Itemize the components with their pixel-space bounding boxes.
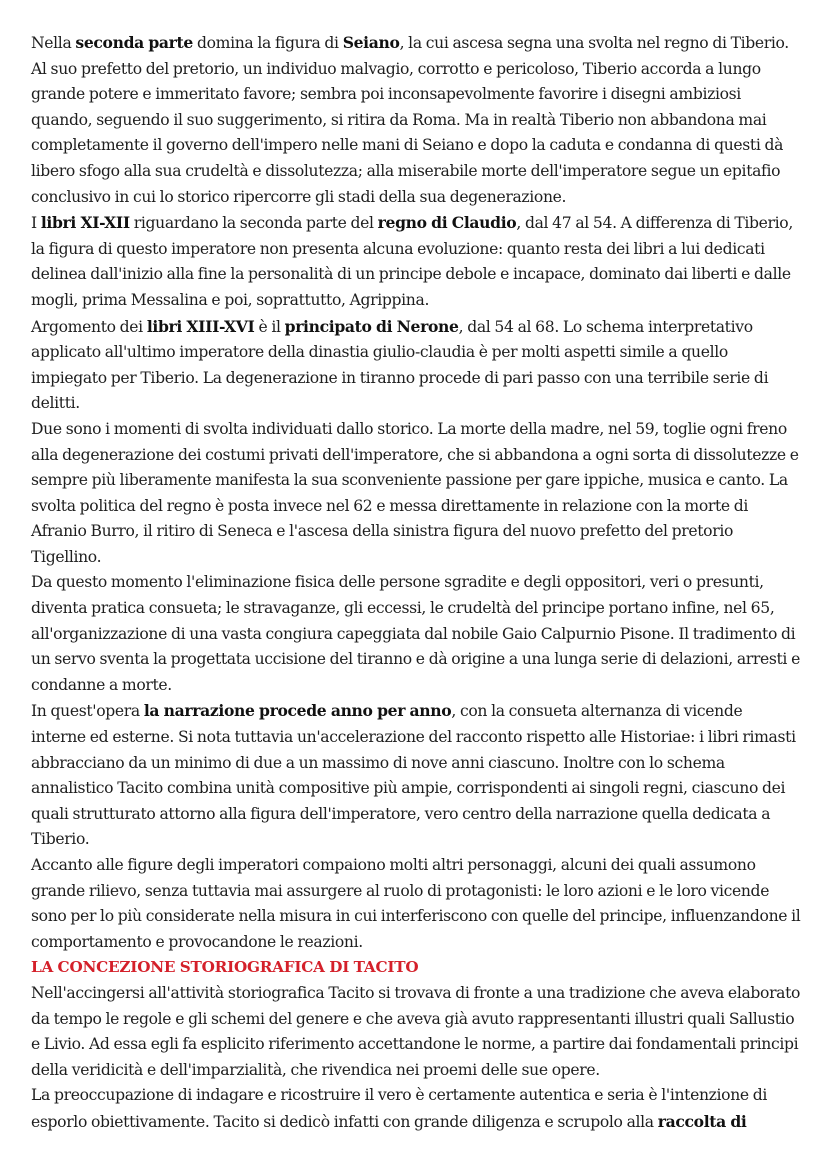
text-run: La preoccupazione di indagare e ricostruire il vero è certamente autentica e seria è l'intenzione di esporlo obiettivamente. Tacito si dedicò infatti con grande diligenza e scrupolo alla (31, 1086, 768, 1131)
paragraph-svolta: Due sono i momenti di svolta individuati dallo storico. La morte della madre, nel 59, toglie ogni freno alla degenerazione dei costumi privati dell'imperatore, che si abbandona a ogni sorta di dissolutezze e sempre più liberamente manifesta la sua sconveniente passione per gare ippiche, musica e canto. La svolta politica del regno è posta invece nel 62 e messa direttamente in relazione con la morte di Afranio Burro, il ritiro di Seneca e l'ascesa della sinistra figura del nuovo prefetto del pretorio Tigellino. (31, 419, 799, 566)
paragraph-narrazione (31, 698, 801, 853)
text-run: I (31, 214, 41, 233)
bold-term-raccolta-di: raccolta di (657, 1111, 747, 1131)
paragraph-tradizione: Nell'accingersi all'attività storiografica Tacito si trovava di fronte a una tradizione che aveva elaborato da tempo le regole e gli schemi del genere e che aveva già avuto rappresentanti illustri quali Sallustio e Livio. Ad essa egli fa esplicito riferimento accettandone le norme, a partire dai fondamentali principi della veridicità e dell'imparzialità, che rivendica nei proemi delle sue opere. (31, 983, 801, 1079)
paragraph-nerone (31, 314, 801, 417)
text-run: In quest'opera (31, 702, 144, 721)
document-page (31, 30, 801, 1136)
text-run: , la cui ascesa segna una svolta nel regno di Tiberio. Al suo prefetto del pretorio, un individuo malvagio, corrotto e pericoloso, Tiberio accorda a lungo grande potere e immeritato favore; sembra poi inconsapevolmente favorire i disegni ambiziosi quando, seguendo il suo suggerimento, si ritira da Roma. Ma in realtà Tiberio non abbandona mai completamente il governo dell'impero nelle mani di Seiano e dopo la caduta e condanna di questi dà libero sfogo alla sua crudeltà e dissolutezza; alla miserabile morte dell'imperatore segue un epitafio conclusivo in cui lo storico ripercorre gli stadi della sua degenerazione. (31, 34, 789, 206)
paragraph-congiura: Da questo momento l'eliminazione fisica delle persone sgradite e degli oppositori, veri o presunti, diventa pratica consueta; le stravaganze, gli eccessi, le crudeltà del principe portano infine, nel 65, all'organizzazione di una vasta congiura capeggiata dal nobile Gaio Calpurnio Pisone. Il tradimento di un servo sventa la progettata uccisione del tiranno e dà origine a una lunga serie di delazioni, arresti e condanne a morte. (31, 573, 800, 694)
bold-term-regno-di-claudio: regno di Claudio (377, 213, 517, 233)
text-run: , dal 47 al 54. A differenza di Tiberio, la figura di questo imperatore non presenta alcuna evoluzione: quanto resta dei libri a lui dedicati delinea dall'inizio alla fine la personalità di un principe debole e incapace, dominato dai liberti e dalle mogli, prima Messalina e poi, soprattutto, Agrippina. (31, 214, 793, 309)
text-run: è il (254, 317, 285, 336)
bold-term-libri-xi-xii: libri XI-XII (40, 213, 130, 233)
paragraph-personaggi: Accanto alle figure degli imperatori compaiono molti altri personaggi, alcuni dei quali assumono grande rilievo, senza tuttavia mai assurgere al ruolo di protagonisti: le loro azioni e le loro vicende sono per lo più considerate nella misura in cui interferiscono con quelle del principe, influenzandone il comportamento e provocandone le reazioni. (31, 856, 801, 951)
section-heading: LA CONCEZIONE STORIOGRAFICA DI TACITO (31, 958, 419, 977)
bold-term-principato-di-nerone: principato di Nerone (284, 316, 459, 336)
paragraph-claudio (31, 210, 801, 313)
text-run: Nella (31, 34, 76, 52)
text-run: Argomento dei (31, 317, 147, 336)
text-run: , dal 54 al 68. Lo schema interpretativo applicato all'ultimo imperatore della dinastia giulio-claudia è per molti aspetti simile a quello impiegato per Tiberio. La degenerazione in tiranno procede di pari passo con una terribile serie di delitti. (31, 317, 769, 413)
bold-term-seconda-parte: seconda parte (75, 33, 193, 52)
paragraph-seiano (31, 30, 801, 210)
text-run: , con la consueta alternanza di vicende interne ed esterne. Si nota tuttavia un'accelerazione del racconto rispetto alle Historiae: i libri rimasti abbracciano da un minimo di due a un massimo di nove anni ciascuno. Inoltre con lo schema annalistico Tacito combina unità compositive più ampie, corrispondenti ai singoli regni, ciascuno dei quali strutturato attorno alla figura dell'imperatore, vero centro della narrazione quella dedicata a Tiberio. (31, 702, 796, 849)
bold-term-narrazione-anno-per-anno: la narrazione procede anno per anno (143, 701, 452, 721)
text-run: riguardano la seconda parte del (129, 214, 378, 233)
bold-term-libri-xiii-xvi: libri XIII-XVI (146, 316, 255, 336)
text-run: domina la figura di (192, 34, 343, 52)
paragraph-veridicita (31, 1083, 801, 1135)
bold-term-seiano: Seiano (342, 33, 400, 52)
